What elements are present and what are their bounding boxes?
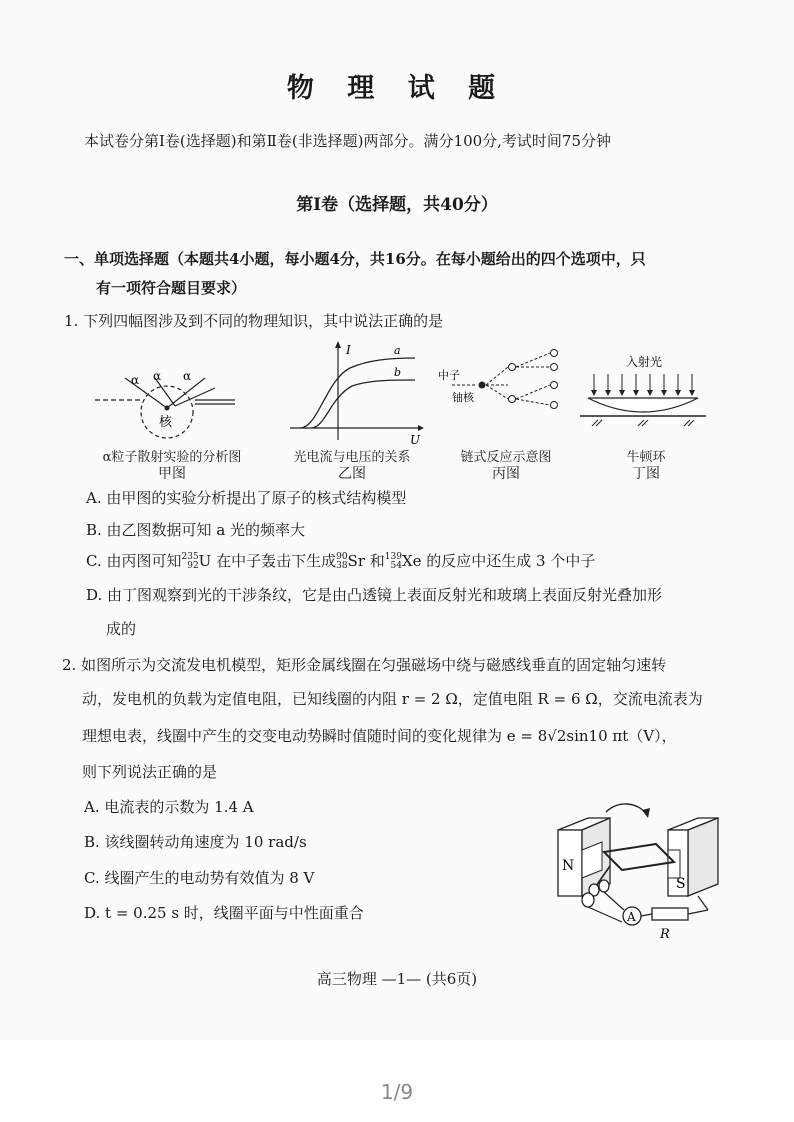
q2-stem-line1: 2. 如图所示为交流发电机模型，矩形金属线圈在匀强磁场中绕与磁感线垂直的固定轴匀速转 [62,656,667,674]
magnet-s-label: S [676,876,686,892]
fig-yi-caption: 光电流与电压的关系 [293,450,411,465]
alpha-label-1: α [131,373,140,387]
q2-option-d: D. t = 0.25 s 时，线圈平面与中性面重合 [84,904,364,922]
q2-stem-line2: 动，发电机的负载为定值电阻，已知线圈的内阻 r = 2 Ω，定值电阻 R = 6 Ω，交流电流表为 [82,690,703,708]
ac-generator-figure [548,800,728,948]
magnet-n-label: N [562,858,575,874]
nucleus-label: 核 [159,415,173,430]
page-title: 物 理 试 题 [286,73,508,104]
axis-i-label: I [346,343,351,357]
q1-stem: 1. 下列四幅图涉及到不同的物理知识，其中说法正确的是 [64,312,444,330]
part1-heading-line2: 有一项符合题目要求） [96,279,247,297]
q2-option-b: B. 该线圈转动角速度为 10 rad/s [84,833,307,851]
photocurrent-graph [290,340,425,445]
ammeter-label: A [627,910,636,924]
q1-option-a: A. 由甲图的实验分析提出了原子的核式结构模型 [86,489,407,507]
fig-bing-label: 丙图 [492,466,520,482]
axis-u-label: U [410,433,421,447]
q1-option-d-line1: D. 由丁图观察到光的干涉条纹，它是由凸透镜上表面反射光和玻璃上表面反射光叠加形 [86,586,663,604]
fig-bing-caption: 链式反应示意图 [460,450,552,465]
q1-option-c: C. 由丙图可知235 92U 在中子轰击下生成90 38Sr 和139 54Xe 的反应中还生成 3 个中子 [86,552,596,571]
curve-a-label: a [394,344,401,357]
fig-jia-label: 甲图 [158,466,186,482]
fig-yi-label: 乙图 [338,466,366,482]
incident-light-label: 入射光 [626,355,663,369]
exam-intro: 本试卷分第Ⅰ卷(选择题)和第Ⅱ卷(非选择题)两部分。满分100分,考试时间75分钟 [84,132,612,150]
newton-rings-figure [580,352,715,432]
chain-reaction-figure [438,345,573,425]
section-title: 第Ⅰ卷（选择题，共40分） [296,195,498,215]
q2-option-c: C. 线圈产生的电动势有效值为 8 V [84,869,315,887]
alpha-label-3: α [183,369,192,383]
page-indicator: 1/9 [380,1080,414,1104]
resistor-label: R [660,927,670,942]
q2-option-a: A. 电流表的示数为 1.4 A [84,798,254,816]
fig-ding-label: 丁图 [632,466,660,482]
q1-option-d-line2: 成的 [106,620,137,638]
part1-heading-line1: 一、单项选择题（本题共4小题，每小题4分，共16分。在每小题给出的四个选项中，只 [64,250,646,268]
curve-b-label: b [394,366,402,379]
page-footer: 高三物理 —1— (共6页) [316,970,478,988]
q2-stem-line3: 理想电表，线圈中产生的交变电动势瞬时值随时间的变化规律为 e = 8√2sin10 πt（V）， [82,727,677,745]
uranium-label: 铀核 [452,391,474,404]
fig-jia-caption: α粒子散射实验的分析图 [102,450,242,465]
q2-stem-line4: 则下列说法正确的是 [82,763,218,781]
neutron-label: 中子 [438,369,460,382]
alpha-label-2: α [153,369,162,383]
alpha-scattering-figure [95,360,245,440]
q1-option-b: B. 由乙图数据可知 a 光的频率大 [86,521,306,539]
fig-ding-caption: 牛顿环 [626,450,666,465]
